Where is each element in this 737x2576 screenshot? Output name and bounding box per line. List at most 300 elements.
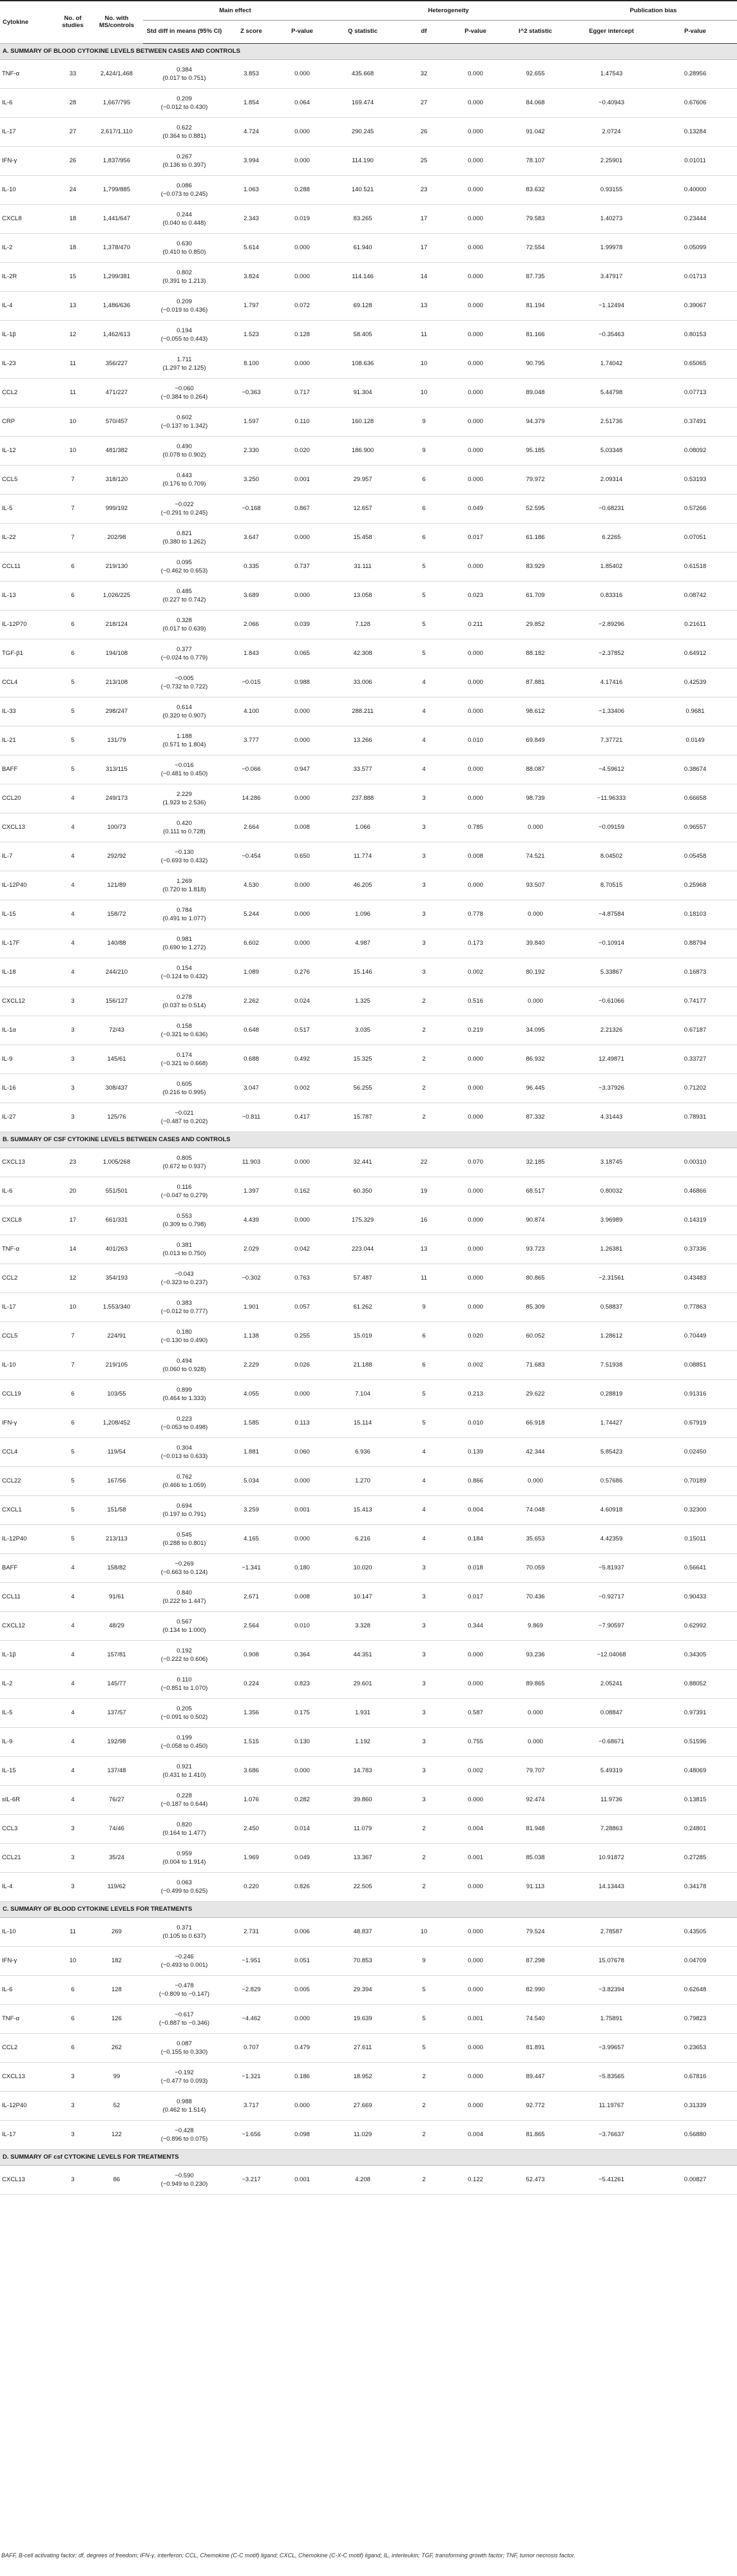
df-cell: 2: [398, 1016, 450, 1045]
bias-p-value-cell: 0.05099: [653, 233, 737, 262]
p-value-cell: 0.763: [277, 1264, 327, 1293]
std-diff-value: 0.267: [177, 153, 192, 160]
std-diff-cell: [143, 88, 225, 117]
std-diff-value: 0.205: [177, 1705, 192, 1712]
confidence-interval: (−0.055 to 0.443): [160, 335, 208, 343]
no-studies-cell: 18: [55, 204, 90, 233]
std-diff-cell: [143, 1293, 225, 1321]
z-score-cell: 3.994: [225, 146, 277, 175]
std-diff-cell: [143, 523, 225, 552]
no-ms-cell: 1,486/636: [90, 291, 143, 320]
no-ms-cell: 354/193: [90, 1264, 143, 1293]
p-value-cell: 0.000: [277, 1466, 327, 1495]
std-diff-value: 0.154: [177, 964, 192, 972]
df-cell: 16: [398, 1206, 450, 1235]
cytokine-cell: CCL4: [0, 668, 55, 697]
section-header: [0, 43, 737, 59]
heterogeneity-p-value-cell: 0.000: [450, 175, 501, 204]
confidence-interval: (−0.477 to 0.093): [160, 2077, 208, 2085]
heterogeneity-p-value-cell: 0.002: [450, 1756, 501, 1785]
cytokine-cell: IL-12P40: [0, 871, 55, 900]
confidence-interval: (−0.222 to 0.606): [160, 1655, 208, 1663]
no-studies-cell: 4: [55, 1785, 90, 1814]
i2-statistic-cell: 34.095: [501, 1016, 570, 1045]
q-statistic-cell: 140.521: [327, 175, 398, 204]
confidence-interval: (0.288 to 0.801): [162, 1539, 206, 1547]
egger-intercept-cell: −3.82394: [570, 1975, 653, 2004]
confidence-interval: (0.391 to 1.213): [162, 277, 206, 285]
std-diff-cell: [143, 581, 225, 610]
q-statistic-cell: 3.035: [327, 1016, 398, 1045]
p-value-cell: 0.000: [277, 523, 327, 552]
std-diff-cell: [143, 1045, 225, 1074]
heterogeneity-p-value-cell: 0.000: [450, 1785, 501, 1814]
p-value-cell: 0.128: [277, 320, 327, 349]
cytokine-cell: IFN-γ: [0, 1408, 55, 1437]
q-statistic-cell: 1.325: [327, 987, 398, 1016]
i2-statistic-cell: 96.445: [501, 1074, 570, 1103]
i2-statistic-cell: 52.473: [501, 2165, 570, 2194]
z-score-cell: 3.824: [225, 262, 277, 291]
z-score-cell: 2.564: [225, 1611, 277, 1640]
std-diff-cell: [143, 2062, 225, 2091]
cytokine-cell: IL-1β: [0, 1640, 55, 1669]
df-cell: 11: [398, 1264, 450, 1293]
z-score-cell: 0.688: [225, 1045, 277, 1074]
std-diff-value: −0.016: [175, 761, 194, 769]
cytokine-cell: CXCL13: [0, 1148, 55, 1177]
no-studies-cell: 4: [55, 871, 90, 900]
std-diff-value: 0.244: [177, 211, 192, 218]
no-ms-cell: 401/263: [90, 1235, 143, 1264]
no-ms-cell: 167/56: [90, 1466, 143, 1495]
cytokine-cell: IL-12P70: [0, 610, 55, 639]
z-score-cell: 4.055: [225, 1379, 277, 1408]
table-row: [0, 2091, 737, 2120]
heterogeneity-p-value-cell: 0.002: [450, 958, 501, 987]
table-row: [0, 494, 737, 523]
std-diff-cell: [143, 1177, 225, 1206]
heterogeneity-p-value-cell: 0.000: [450, 1872, 501, 1901]
table-row: [0, 2120, 737, 2149]
p-value-cell: 0.006: [277, 1917, 327, 1946]
no-studies-cell: 24: [55, 175, 90, 204]
no-studies-cell: 3: [55, 987, 90, 1016]
heterogeneity-p-value-cell: 0.000: [450, 88, 501, 117]
cytokine-cell: IL-33: [0, 697, 55, 726]
p-value-cell: 0.000: [277, 2004, 327, 2033]
z-score-cell: 0.707: [225, 2033, 277, 2062]
heterogeneity-p-value-cell: 0.049: [450, 494, 501, 523]
no-studies-cell: 7: [55, 523, 90, 552]
cytokine-cell: IL-12P40: [0, 1524, 55, 1553]
cytokine-cell: CXCL13: [0, 2165, 55, 2194]
bias-p-value-cell: 0.48069: [653, 1756, 737, 1785]
std-diff-value: 0.981: [177, 935, 192, 943]
std-diff-cell: [143, 1264, 225, 1293]
df-cell: 5: [398, 1379, 450, 1408]
df-cell: 3: [398, 813, 450, 842]
std-diff-value: 1.269: [177, 877, 192, 885]
no-studies-cell: 4: [55, 813, 90, 842]
bias-p-value-cell: 0.31339: [653, 2091, 737, 2120]
table-row: [0, 204, 737, 233]
egger-intercept-cell: 4.60918: [570, 1495, 653, 1524]
bias-p-value-cell: 0.24801: [653, 1814, 737, 1843]
i2-statistic-cell: 81.891: [501, 2033, 570, 2062]
confidence-interval: (−0.323 to 0.237): [160, 1278, 208, 1286]
egger-intercept-cell: −0.35463: [570, 320, 653, 349]
i2-statistic-cell: 81.948: [501, 1814, 570, 1843]
q-statistic-cell: 290.245: [327, 117, 398, 146]
table-row: [0, 813, 737, 842]
df-cell: 9: [398, 1946, 450, 1975]
egger-intercept-cell: 7.37721: [570, 726, 653, 755]
table-row: [0, 1235, 737, 1264]
df-cell: 2: [398, 2165, 450, 2194]
no-ms-cell: 292/92: [90, 842, 143, 871]
bias-p-value-cell: 0.13284: [653, 117, 737, 146]
i2-statistic-cell: 29.622: [501, 1379, 570, 1408]
q-statistic-cell: 58.405: [327, 320, 398, 349]
cytokine-cell: IL-17: [0, 117, 55, 146]
i2-statistic-cell: 69.849: [501, 726, 570, 755]
q-statistic-cell: 21.188: [327, 1350, 398, 1379]
df-cell: 10: [398, 378, 450, 407]
table-row: [0, 1321, 737, 1350]
egger-intercept-cell: 1.26381: [570, 1235, 653, 1264]
i2-statistic-cell: 72.554: [501, 233, 570, 262]
egger-intercept-cell: 3.18745: [570, 1148, 653, 1177]
i2-statistic-cell: 89.447: [501, 2062, 570, 2091]
i2-statistic-cell: 98.739: [501, 784, 570, 813]
z-score-cell: 2.450: [225, 1814, 277, 1843]
no-studies-cell: 3: [55, 1016, 90, 1045]
section-header: [0, 2149, 737, 2165]
std-diff-cell: [143, 349, 225, 378]
cytokine-cell: CCL2: [0, 378, 55, 407]
egger-intercept-cell: 10.91872: [570, 1843, 653, 1872]
no-ms-cell: 194/108: [90, 639, 143, 668]
table-row: [0, 1495, 737, 1524]
z-score-cell: 0.220: [225, 1872, 277, 1901]
z-score-cell: 3.250: [225, 465, 277, 494]
q-statistic-cell: 15.019: [327, 1321, 398, 1350]
cytokine-cell: IL-7: [0, 842, 55, 871]
confidence-interval: (0.466 to 1.059): [162, 1481, 206, 1489]
cytokine-cell: CXCL13: [0, 2062, 55, 2091]
p-value-cell: 0.001: [277, 1495, 327, 1524]
std-diff-value: 0.805: [177, 1154, 192, 1162]
p-value-cell: 0.000: [277, 233, 327, 262]
bias-p-value-cell: 0.37491: [653, 407, 737, 436]
egger-intercept-cell: 5.44798: [570, 378, 653, 407]
i2-statistic-cell: 91.042: [501, 117, 570, 146]
confidence-interval: (0.464 to 1.333): [162, 1394, 206, 1402]
heterogeneity-p-value-cell: 0.017: [450, 523, 501, 552]
p-value-cell: 0.737: [277, 552, 327, 581]
egger-intercept-cell: 6.2265: [570, 523, 653, 552]
df-cell: 2: [398, 1103, 450, 1132]
i2-statistic-cell: 92.474: [501, 1785, 570, 1814]
q-statistic-cell: 15.114: [327, 1408, 398, 1437]
z-score-cell: 2.664: [225, 813, 277, 842]
q-statistic-cell: 1.066: [327, 813, 398, 842]
table-row: [0, 291, 737, 320]
heterogeneity-p-value-cell: 0.000: [450, 59, 501, 88]
heterogeneity-p-value-cell: 0.000: [450, 1917, 501, 1946]
table-row: [0, 987, 737, 1016]
z-score-cell: 2.330: [225, 436, 277, 465]
no-studies-cell: 26: [55, 146, 90, 175]
df-cell: 3: [398, 1785, 450, 1814]
confidence-interval: (−0.887 to −0.346): [158, 2019, 210, 2027]
egger-intercept-cell: 5.85423: [570, 1437, 653, 1466]
std-diff-cell: [143, 262, 225, 291]
heterogeneity-p-value-cell: 0.173: [450, 929, 501, 958]
cytokine-cell: IL-27: [0, 1103, 55, 1132]
bias-p-value-cell: 0.70189: [653, 1466, 737, 1495]
no-ms-cell: 1,299/381: [90, 262, 143, 291]
z-score-cell: −4.462: [225, 2004, 277, 2033]
q-statistic-cell: 61.262: [327, 1293, 398, 1321]
egger-intercept-cell: 7.28863: [570, 1814, 653, 1843]
i2-statistic-cell: 87.332: [501, 1103, 570, 1132]
std-diff-value: 0.063: [177, 1879, 192, 1886]
header-q-statistic: Q statistic: [327, 20, 398, 43]
confidence-interval: (0.197 to 0.791): [162, 1510, 206, 1518]
cytokine-cell: TNF-α: [0, 2004, 55, 2033]
table-row: [0, 871, 737, 900]
table-row: [0, 1148, 737, 1177]
cytokine-cell: IL-9: [0, 1045, 55, 1074]
table-row: [0, 117, 737, 146]
table-row: [0, 1437, 737, 1466]
std-diff-cell: [143, 2091, 225, 2120]
confidence-interval: (−0.012 to 0.777): [160, 1307, 208, 1315]
z-score-cell: 0.224: [225, 1669, 277, 1698]
no-ms-cell: 570/457: [90, 407, 143, 436]
p-value-cell: 0.002: [277, 1074, 327, 1103]
heterogeneity-p-value-cell: 0.000: [450, 320, 501, 349]
p-value-cell: 0.042: [277, 1235, 327, 1264]
q-statistic-cell: 108.636: [327, 349, 398, 378]
i2-statistic-cell: 70.059: [501, 1553, 570, 1582]
i2-statistic-cell: 85.038: [501, 1843, 570, 1872]
z-score-cell: 2.029: [225, 1235, 277, 1264]
cytokine-cell: TNF-α: [0, 59, 55, 88]
df-cell: 4: [398, 755, 450, 784]
no-ms-cell: 481/382: [90, 436, 143, 465]
i2-statistic-cell: 92.772: [501, 2091, 570, 2120]
df-cell: 3: [398, 1611, 450, 1640]
cytokine-cell: CXCL13: [0, 813, 55, 842]
egger-intercept-cell: −0.10914: [570, 929, 653, 958]
egger-intercept-cell: −4.87584: [570, 900, 653, 929]
q-statistic-cell: 13.266: [327, 726, 398, 755]
heterogeneity-p-value-cell: 0.004: [450, 1814, 501, 1843]
heterogeneity-p-value-cell: 0.344: [450, 1611, 501, 1640]
footnote: BAFF, B-cell activating factor; df, degrees of freedom; IFN-γ, interferon; CCL, Chemokine (C-C motif) ligand; CXCL, Chemokine (C-X-C motif) ligand; IL, interleukin; TGF, transforming growth factor; TNF, tumor necrosis factor.: [1, 2552, 575, 2559]
cytokine-cell: CXCL8: [0, 1206, 55, 1235]
cytokine-cell: IL-15: [0, 1756, 55, 1785]
no-studies-cell: 4: [55, 1553, 90, 1582]
i2-statistic-cell: 32.185: [501, 1148, 570, 1177]
std-diff-value: 0.545: [177, 1531, 192, 1539]
bias-p-value-cell: 0.62648: [653, 1975, 737, 2004]
std-diff-value: −0.130: [175, 848, 194, 856]
no-studies-cell: 10: [55, 436, 90, 465]
bias-p-value-cell: 0.28956: [653, 59, 737, 88]
std-diff-cell: [143, 2120, 225, 2149]
q-statistic-cell: 11.079: [327, 1814, 398, 1843]
heterogeneity-p-value-cell: 0.000: [450, 291, 501, 320]
bias-p-value-cell: 0.43483: [653, 1264, 737, 1293]
no-ms-cell: 140/88: [90, 929, 143, 958]
std-diff-value: 0.228: [177, 1792, 192, 1799]
q-statistic-cell: 91.304: [327, 378, 398, 407]
no-studies-cell: 3: [55, 2062, 90, 2091]
cytokine-cell: IL-17: [0, 1293, 55, 1321]
heterogeneity-p-value-cell: 0.001: [450, 1843, 501, 1872]
z-score-cell: −0.811: [225, 1103, 277, 1132]
std-diff-value: 0.921: [177, 1763, 192, 1770]
df-cell: 5: [398, 2004, 450, 2033]
table-row: [0, 1379, 737, 1408]
no-ms-cell: 121/89: [90, 871, 143, 900]
no-studies-cell: 15: [55, 262, 90, 291]
header-std-diff: Std diff in means (95% CI): [143, 20, 225, 43]
df-cell: 9: [398, 407, 450, 436]
table-row: [0, 59, 737, 88]
section-title: B. SUMMARY OF CSF CYTOKINE LEVELS BETWEEN CASES AND CONTROLS: [0, 1132, 737, 1148]
std-diff-cell: [143, 1495, 225, 1524]
z-score-cell: 1.076: [225, 1785, 277, 1814]
confidence-interval: (−0.493 to 0.001): [160, 1961, 208, 1969]
egger-intercept-cell: −11.96333: [570, 784, 653, 813]
bias-p-value-cell: 0.05458: [653, 842, 737, 871]
egger-intercept-cell: 1.74042: [570, 349, 653, 378]
bias-p-value-cell: 0.77863: [653, 1293, 737, 1321]
z-score-cell: 0.648: [225, 1016, 277, 1045]
z-score-cell: −3.217: [225, 2165, 277, 2194]
table-row: [0, 1843, 737, 1872]
p-value-cell: 0.001: [277, 465, 327, 494]
i2-statistic-cell: 87.735: [501, 262, 570, 291]
std-diff-value: −0.428: [175, 2126, 194, 2134]
q-statistic-cell: 27.611: [327, 2033, 398, 2062]
std-diff-value: 0.116: [177, 1183, 192, 1191]
q-statistic-cell: 27.669: [327, 2091, 398, 2120]
z-score-cell: 1.063: [225, 175, 277, 204]
confidence-interval: (−0.130 to 0.490): [160, 1336, 208, 1344]
heterogeneity-p-value-cell: 0.002: [450, 1350, 501, 1379]
confidence-interval: (0.222 to 1.447): [162, 1597, 206, 1605]
z-score-cell: 2.262: [225, 987, 277, 1016]
bias-p-value-cell: 0.32300: [653, 1495, 737, 1524]
table-row: [0, 175, 737, 204]
df-cell: 6: [398, 523, 450, 552]
df-cell: 4: [398, 697, 450, 726]
std-diff-value: 0.087: [177, 2040, 192, 2047]
bias-p-value-cell: 0.23444: [653, 204, 737, 233]
table-row: [0, 465, 737, 494]
p-value-cell: 0.288: [277, 175, 327, 204]
i2-statistic-cell: 88.182: [501, 639, 570, 668]
std-diff-value: 0.605: [177, 1080, 192, 1088]
confidence-interval: (0.136 to 0.397): [162, 161, 206, 169]
i2-statistic-cell: 61.709: [501, 581, 570, 610]
table-row: [0, 1756, 737, 1785]
p-value-cell: 0.072: [277, 291, 327, 320]
bias-p-value-cell: 0.71202: [653, 1074, 737, 1103]
no-ms-cell: 182: [90, 1946, 143, 1975]
heterogeneity-p-value-cell: 0.000: [450, 436, 501, 465]
i2-statistic-cell: 87.881: [501, 668, 570, 697]
p-value-cell: 0.000: [277, 1756, 327, 1785]
bias-p-value-cell: 0.79823: [653, 2004, 737, 2033]
df-cell: 5: [398, 1408, 450, 1437]
egger-intercept-cell: 3.96989: [570, 1206, 653, 1235]
header-publication-bias: Publication bias: [570, 1, 737, 20]
std-diff-cell: [143, 1074, 225, 1103]
egger-intercept-cell: 1.28612: [570, 1321, 653, 1350]
p-value-cell: 0.000: [277, 1148, 327, 1177]
confidence-interval: (−0.487 to 0.202): [160, 1117, 208, 1125]
q-statistic-cell: 19.639: [327, 2004, 398, 2033]
bias-p-value-cell: 0.16873: [653, 958, 737, 987]
confidence-interval: (1.297 to 2.125): [162, 364, 206, 372]
q-statistic-cell: 42.308: [327, 639, 398, 668]
p-value-cell: 0.014: [277, 1814, 327, 1843]
heterogeneity-p-value-cell: 0.000: [450, 465, 501, 494]
confidence-interval: (−0.321 to 0.668): [160, 1059, 208, 1067]
std-diff-cell: [143, 291, 225, 320]
no-ms-cell: 76/27: [90, 1785, 143, 1814]
egger-intercept-cell: 3.47917: [570, 262, 653, 291]
z-score-cell: 4.165: [225, 1524, 277, 1553]
cytokine-cell: IL-2: [0, 1669, 55, 1698]
i2-statistic-cell: 93.507: [501, 871, 570, 900]
std-diff-cell: [143, 1408, 225, 1437]
z-score-cell: 2.671: [225, 1582, 277, 1611]
table-row: [0, 378, 737, 407]
cytokine-cell: CXCL12: [0, 1611, 55, 1640]
p-value-cell: 0.000: [277, 1206, 327, 1235]
p-value-cell: 0.000: [277, 929, 327, 958]
section-title: A. SUMMARY OF BLOOD CYTOKINE LEVELS BETWEEN CASES AND CONTROLS: [0, 43, 737, 59]
std-diff-cell: [143, 1350, 225, 1379]
cytokine-cell: BAFF: [0, 1553, 55, 1582]
cytokine-cell: CCL22: [0, 1466, 55, 1495]
bias-p-value-cell: 0.00827: [653, 2165, 737, 2194]
egger-intercept-cell: 5.49319: [570, 1756, 653, 1785]
std-diff-cell: [143, 1640, 225, 1669]
no-ms-cell: 213/113: [90, 1524, 143, 1553]
table-row: [0, 929, 737, 958]
cytokine-cell: CXCL8: [0, 204, 55, 233]
q-statistic-cell: 13.367: [327, 1843, 398, 1872]
p-value-cell: 0.130: [277, 1727, 327, 1756]
egger-intercept-cell: 2.78587: [570, 1917, 653, 1946]
confidence-interval: (−0.137 to 1.342): [160, 422, 208, 430]
confidence-interval: (−0.809 to −0.147): [158, 1990, 210, 1998]
q-statistic-cell: 114.146: [327, 262, 398, 291]
q-statistic-cell: 29.601: [327, 1669, 398, 1698]
no-studies-cell: 17: [55, 1206, 90, 1235]
table-row: [0, 1206, 737, 1235]
cytokine-cell: IFN-γ: [0, 1946, 55, 1975]
